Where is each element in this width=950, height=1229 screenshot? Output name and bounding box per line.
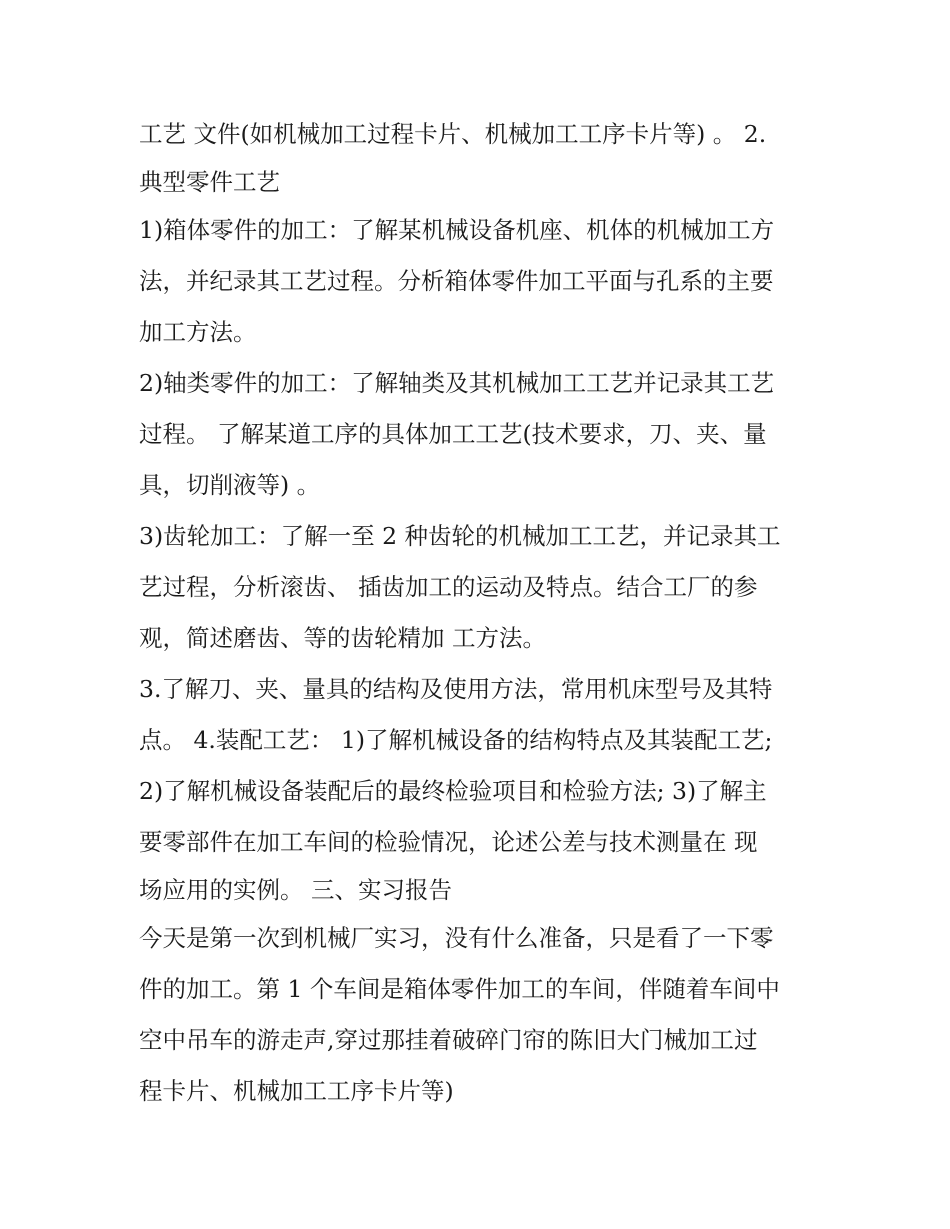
text-line: 2)轴类零件的加工：了解轴类及其机械加工工艺并记录其工艺 (139, 369, 775, 397)
text-line: 1)箱体零件的加工：了解某机械设备机座、机体的机械加工方 (139, 216, 775, 244)
text-line: 观，简述磨齿、等的齿轮精加 工方法。 (139, 624, 546, 652)
text-line: 过程。 了解某道工序的具体加工工艺(技术要求，刀、夹、量 (139, 420, 767, 448)
text-line: 点。 4.装配工艺： 1)了解机械设备的结构特点及其装配工艺; (139, 726, 773, 754)
text-line: 艺过程，分析滚齿、 插齿加工的运动及特点。结合工厂的参 (139, 573, 758, 601)
text-line: 3.了解刀、夹、量具的结构及使用方法，常用机床型号及其特 (139, 675, 773, 703)
text-line: 程卡片、机械加工工序卡片等) (139, 1077, 454, 1105)
text-line: 今天是第一次到机械厂实习，没有什么准备，只是看了一下零 (139, 924, 774, 952)
text-line: 要零部件在加工车间的检验情况，论述公差与技术测量在 现 (139, 828, 758, 856)
text-line: 工艺 文件(如机械加工过程卡片、机械加工工序卡片等) 。 2. (139, 120, 767, 148)
text-line: 场应用的实例。 三、实习报告 (139, 876, 452, 904)
text-line: 加工方法。 (139, 318, 257, 346)
text-line: 件的加工。第 1 个车间是箱体零件加工的车间，伴随着车间中 (139, 975, 780, 1003)
text-line: 法，并纪录其工艺过程。分析箱体零件加工平面与孔系的主要 (139, 267, 774, 295)
text-line: 具，切削液等) 。 (139, 471, 321, 499)
document-body (139, 109, 829, 1117)
text-line: 3)齿轮加工：了解一至 2 种齿轮的机械加工工艺，并记录其工 (139, 522, 781, 550)
text-line: 2)了解机械设备装配后的最终检验项目和检验方法; 3)了解主 (139, 777, 767, 805)
text-line: 空中吊车的游走声,穿过那挂着破碎门帘的陈旧大门械加工过 (139, 1026, 758, 1054)
text-line: 典型零件工艺 (139, 168, 280, 196)
